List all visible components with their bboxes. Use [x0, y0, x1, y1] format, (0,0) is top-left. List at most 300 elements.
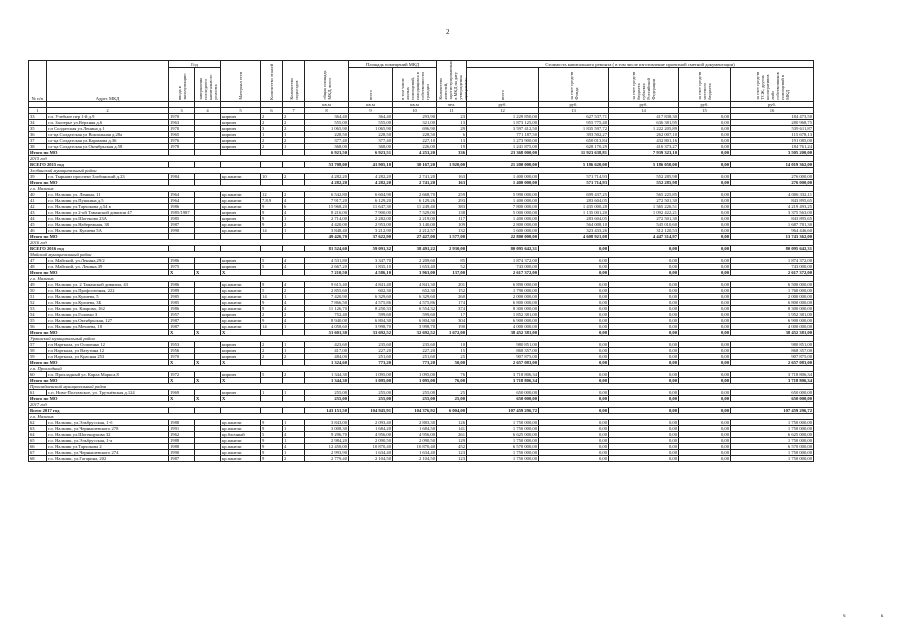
- table-cell: 58: [29, 347, 47, 353]
- table-cell: 1 952 381,00: [731, 311, 814, 317]
- table-cell: 9: [261, 419, 283, 425]
- table-cell: 0,00: [679, 359, 731, 365]
- table-cell: 251,60: [349, 353, 393, 359]
- table-cell: 377,40: [349, 137, 393, 143]
- subtotal-label: Итого по МО: [29, 233, 169, 239]
- table-cell: 259: [437, 191, 467, 197]
- table-cell: 955 775,40: [539, 119, 609, 125]
- table-cell: 235,60: [349, 341, 393, 347]
- table-cell: 227,10: [393, 137, 437, 143]
- table-cell: 0,00: [679, 191, 731, 197]
- table-cell: 2 657 083,00: [731, 359, 814, 365]
- table-cell: кр.панели: [221, 191, 261, 197]
- table-cell: 1 634,40: [349, 449, 393, 455]
- table-cell: 6 625 000,00: [467, 431, 539, 437]
- table-cell: кирпич: [221, 263, 261, 269]
- table-cell: 107 459 296,72: [467, 407, 539, 413]
- table-cell: 0,00: [609, 419, 679, 425]
- table-cell: 1964: [169, 191, 195, 197]
- table-cell: 4 000 000,00: [731, 323, 814, 329]
- table-cell: г.п. Заозерье ул.Верхняя д.6: [47, 119, 169, 125]
- table-cell: 190: [437, 323, 467, 329]
- table-cell: кирпич: [221, 371, 261, 377]
- table-cell: 14 019 362,00: [731, 161, 814, 167]
- table-cell: 773,20: [393, 359, 437, 365]
- column-number: 4: [195, 107, 221, 113]
- table-cell: 6: [437, 131, 467, 137]
- table-cell: 0,00: [609, 347, 679, 353]
- table-cell: 35: [29, 125, 47, 131]
- table-cell: 432 801,16: [609, 137, 679, 143]
- table-cell: 25,00: [437, 395, 467, 401]
- table-cell: 7 900,00: [349, 209, 393, 215]
- table-cell: 104 376,92: [393, 407, 437, 413]
- table-cell: 423,60: [305, 341, 349, 347]
- table-cell: 2: [283, 221, 305, 227]
- corner-mark: к: [881, 614, 884, 619]
- table-cell: 2 800 000,00: [467, 221, 539, 227]
- section-label: г.о. Нальчик: [29, 275, 814, 281]
- table-cell: 54: [29, 311, 47, 317]
- table-cell: 0,00: [679, 161, 731, 167]
- table-cell: 0,00: [679, 131, 731, 137]
- table-cell: 1965: [169, 131, 195, 137]
- header-entrances: Количество подъездов: [283, 61, 305, 102]
- table-cell: 11 923 638,81: [539, 149, 609, 155]
- table-cell: 0,00: [679, 299, 731, 305]
- table-cell: 17: [437, 311, 467, 317]
- header-cost-owners: за счет средств ТСЖ, других кооперативов либо собственников помещений в МКД: [731, 67, 814, 101]
- table-cell: 3 718 806,34: [731, 377, 814, 383]
- table-cell: 0,00: [539, 287, 609, 293]
- table-cell: 0,00: [679, 137, 731, 143]
- table-cell: 5 186 050,00: [609, 161, 679, 167]
- table-cell: 1 241 875,00: [467, 143, 539, 149]
- table-cell: г.о. Нальчик, ул.Эльбрусская, 1-а: [47, 437, 169, 443]
- table-cell: 7,8,9: [261, 197, 283, 203]
- table-cell: 1: [283, 293, 305, 299]
- table-cell: 7 917,20: [305, 197, 349, 203]
- table-cell: г.о. Нальчик ул.Шогенова 23А: [47, 215, 169, 221]
- table-cell: 2 000 000,00: [467, 293, 539, 299]
- table-cell: кр.панели: [221, 293, 261, 299]
- table-cell: 1: [283, 323, 305, 329]
- table-cell: кирпич: [221, 353, 261, 359]
- table-cell: 0,00: [539, 449, 609, 455]
- subtotal-label: Итого по МО: [29, 269, 169, 275]
- table-cell: 45: [29, 221, 47, 227]
- header-address: Адрес МКД: [47, 61, 169, 102]
- table-cell: 1990: [169, 449, 195, 455]
- header-total-area: общая площадь МКД, всего: [305, 61, 349, 102]
- table-cell: 293,90: [393, 113, 437, 119]
- section-label: г.о. Нальчик: [29, 413, 814, 419]
- table-cell: 4 219 493,25: [731, 203, 814, 209]
- table-cell: 1: [283, 341, 305, 347]
- table-cell: 0,00: [539, 269, 609, 275]
- table-cell: 0,00: [679, 377, 731, 383]
- header-area-residential: в том числе жилых помещений, находящихся в собственности граждан: [393, 67, 437, 101]
- table-cell: 696,90: [393, 125, 437, 131]
- table-cell: 383: [437, 203, 467, 209]
- subtotal-label: Итого по МО: [29, 149, 169, 155]
- table-cell: 1 684,20: [349, 425, 393, 431]
- column-number: 16: [731, 107, 814, 113]
- table-cell: 1 750 000,00: [731, 449, 814, 455]
- column-number: 14: [609, 107, 679, 113]
- table-cell: 771 187,50: [467, 131, 539, 137]
- table-cell: 6 004,00: [437, 407, 467, 413]
- table-cell: 63: [29, 425, 47, 431]
- table-cell: 0,00: [679, 233, 731, 239]
- table-cell: 6 554,32: [393, 305, 437, 311]
- table-cell: 8 300 000,00: [731, 305, 814, 311]
- table-cell: 6 923,51: [349, 149, 393, 155]
- table-cell: 33 692,52: [349, 329, 393, 335]
- table-cell: кирпич: [221, 113, 261, 119]
- table-cell: кирпич: [221, 347, 261, 353]
- table-cell: 4 575,86: [349, 299, 393, 305]
- table-cell: кр.панели: [221, 227, 261, 233]
- table-cell: 2 668,70: [393, 191, 437, 197]
- section-label: 2015 год: [29, 155, 814, 161]
- table-cell: кирпич: [221, 209, 261, 215]
- section-label: Майский муниципальный район: [29, 251, 814, 257]
- table-cell: 0,00: [609, 293, 679, 299]
- table-cell: г.п. Учебное пер 1-й д.9: [47, 113, 169, 119]
- table-cell: 49: [29, 281, 47, 287]
- subtotal-label: Итого по МО: [29, 359, 169, 365]
- table-cell: 2 883,30: [393, 419, 437, 425]
- table-cell: 57: [29, 341, 47, 347]
- table-cell: 1 874 372,00: [731, 257, 814, 263]
- table-cell: 0,00: [679, 281, 731, 287]
- table-cell: 38 452 381,00: [467, 329, 539, 335]
- table-cell: 452: [437, 443, 467, 449]
- table-cell: г.о. Нальчик ул.Кулиева, 3Б: [47, 299, 169, 305]
- table-cell: 7 420,90: [305, 293, 349, 299]
- table-cell: 1 750 000,00: [731, 437, 814, 443]
- table-cell: г.о. Нальчик ул.Мечиева, 10: [47, 323, 169, 329]
- table-cell: 40: [29, 191, 47, 197]
- table-cell: 11 647,30: [349, 203, 393, 209]
- table-cell: 0,00: [539, 455, 609, 461]
- table-cell: 5 186 620,00: [539, 161, 609, 167]
- table-cell: 53 708,00: [305, 161, 349, 167]
- table-cell: с.п. Ново-Полтавское, ул. Трутнёвская д.124: [47, 389, 169, 395]
- table-cell: 0,00: [609, 341, 679, 347]
- table-cell: 0,00: [539, 425, 609, 431]
- table-cell: 0,00: [609, 359, 679, 365]
- table-cell: г.п. Майский, ул.Ленина,29/2: [47, 257, 169, 263]
- table-cell: 48: [29, 263, 47, 269]
- table-cell: 65: [29, 437, 47, 443]
- table-cell: 843 895,65: [731, 197, 814, 203]
- table-cell: 7 529,00: [393, 209, 437, 215]
- table-cell: 52: [437, 263, 467, 269]
- unit-rub: руб.: [731, 101, 814, 107]
- table-cell: 2 617 372,00: [731, 269, 814, 275]
- table-cell: кр.блочный: [221, 431, 261, 437]
- table-cell: 5 990 000,00: [467, 191, 539, 197]
- table-cell: 1 653,40: [393, 263, 437, 269]
- table-cell: 602,30: [349, 287, 393, 293]
- table-cell: 0,00: [539, 353, 609, 359]
- table-cell: 1986: [169, 257, 195, 263]
- table-cell: 743 000,00: [731, 263, 814, 269]
- subtotal-label: Итого по МО: [29, 179, 169, 185]
- table-cell: 50: [29, 287, 47, 293]
- table-cell: 0,00: [609, 437, 679, 443]
- table-cell: 255,00: [393, 389, 437, 395]
- overhaul-program-table: [28, 60, 814, 462]
- table-cell: 0,00: [679, 353, 731, 359]
- table-cell: 1 672,00: [437, 329, 467, 335]
- table-cell: 2 657 083,00: [467, 359, 539, 365]
- table-cell: 50,00: [437, 359, 467, 365]
- table-cell: 260: [437, 293, 467, 299]
- table-cell: 272 501,30: [609, 215, 679, 221]
- table-cell: 42: [29, 203, 47, 209]
- table-cell: 1970: [169, 353, 195, 359]
- table-cell: 1970: [169, 113, 195, 119]
- table-cell: X: [221, 359, 261, 365]
- table-cell: 1 634,40: [393, 449, 437, 455]
- table-cell: 6 625 000,00: [731, 431, 814, 437]
- table-cell: 964 446,60: [731, 227, 814, 233]
- table-cell: 2 000 000,00: [731, 293, 814, 299]
- table-cell: 6 129,26: [393, 197, 437, 203]
- table-cell: 5: [261, 263, 283, 269]
- table-cell: г.о. Нальчик ул. Ленина, 11: [47, 191, 169, 197]
- unit-sqm: кв.м: [349, 101, 393, 107]
- table-cell: 2 282,00: [349, 215, 393, 221]
- table-cell: 0,00: [539, 329, 609, 335]
- corner-mark: ч: [843, 614, 846, 619]
- table-cell: 3 718 806,34: [467, 377, 539, 383]
- section-label: 2016 год: [29, 239, 814, 245]
- table-cell: 1 400 000,00: [467, 215, 539, 221]
- column-number: 11: [437, 107, 467, 113]
- table-cell: 3: [261, 125, 283, 131]
- table-cell: 0,00: [609, 323, 679, 329]
- table-cell: 2 930,00: [437, 245, 467, 251]
- table-cell: г.о. Нальчик ул.Пушкина д.5: [47, 197, 169, 203]
- table-row: [29, 455, 814, 461]
- table-cell: 0,00: [679, 347, 731, 353]
- table-cell: 6 570 000,00: [731, 443, 814, 449]
- table-cell: 6 800 000,00: [467, 299, 539, 305]
- table-cell: 5: [261, 287, 283, 293]
- table-cell: 0,00: [679, 245, 731, 251]
- table-cell: 699 437,25: [539, 191, 609, 197]
- table-cell: 4: [283, 209, 305, 215]
- table-cell: 2 741,20: [393, 173, 437, 179]
- table-cell: 907 875,00: [467, 353, 539, 359]
- table-cell: 417 838,30: [609, 113, 679, 119]
- table-cell: 650 000,00: [467, 389, 539, 395]
- table-cell: 4: [283, 263, 305, 269]
- table-cell: 1 750 000,00: [467, 449, 539, 455]
- table-cell: X: [169, 377, 195, 383]
- table-cell: г.о. Нальчик, ул.Эльбрусская, 1-б: [47, 419, 169, 425]
- table-cell: 377,40: [305, 137, 349, 143]
- table-cell: 2: [261, 143, 283, 149]
- table-cell: 1987: [169, 455, 195, 461]
- table-cell: 628 170,29: [539, 143, 609, 149]
- table-cell: 2 667,20: [305, 263, 349, 269]
- subtotal-label: Итого по МО: [29, 329, 169, 335]
- table-cell: 0,00: [539, 419, 609, 425]
- table-cell: 163: [437, 179, 467, 185]
- table-cell: 0,00: [679, 263, 731, 269]
- column-number: 1: [29, 107, 47, 113]
- table-cell: 4: [283, 257, 305, 263]
- table-cell: 1 835 597,72: [539, 125, 609, 131]
- table-cell: X: [169, 395, 195, 401]
- table-cell: 15: [437, 347, 467, 353]
- table-cell: г.о. Нальчик ул.Шогенцукова 32: [47, 431, 169, 437]
- table-cell: г.о. Нальчик ул.Тарчокова 2: [47, 443, 169, 449]
- table-body: [29, 107, 814, 461]
- table-cell: 4 420,00: [305, 221, 349, 227]
- table-cell: кирпич: [221, 389, 261, 395]
- header-year-built: ввода в эксплуатацию: [169, 67, 195, 101]
- subtotal-label: Всего 2017 год: [29, 407, 169, 413]
- table-cell: 6: [283, 203, 305, 209]
- table-cell: 2 714,00: [305, 215, 349, 221]
- table-cell: 12: [261, 191, 283, 197]
- table-cell: 7 800 000,00: [467, 203, 539, 209]
- table-cell: кр.панели: [221, 299, 261, 305]
- table-cell: 68: [29, 455, 47, 461]
- table-cell: 126: [437, 419, 467, 425]
- table-cell: 3 718 806,34: [731, 371, 814, 377]
- header-year-overhaul: завершения последнего капитального ремонта: [195, 67, 221, 101]
- table-cell: 0,00: [539, 389, 609, 395]
- table-cell: 2 953,00: [349, 221, 393, 227]
- table-cell: 67: [29, 449, 47, 455]
- table-cell: г.п. Тырнаиз проспект Злобинский д.23: [47, 173, 169, 179]
- table-cell: кирпич: [221, 137, 261, 143]
- table-cell: 0,00: [679, 395, 731, 401]
- table-cell: 0,00: [609, 257, 679, 263]
- table-cell: 6 129,20: [349, 197, 393, 203]
- table-cell: 51 601,30: [305, 329, 349, 335]
- table-cell: 368,00: [349, 143, 393, 149]
- table-cell: 2 090,50: [349, 437, 393, 443]
- table-cell: кирпич: [221, 311, 261, 317]
- table-cell: 2: [283, 311, 305, 317]
- table-cell: 280 968,75: [731, 119, 814, 125]
- table-cell: 2: [261, 119, 283, 125]
- table-cell: 228,50: [349, 131, 393, 137]
- table-cell: 1988: [169, 419, 195, 425]
- table-cell: кр.панели: [221, 197, 261, 203]
- table-cell: г.о. Нальчик ул. Киарова, 162: [47, 305, 169, 311]
- table-cell: 0,00: [609, 395, 679, 401]
- table-cell: 0,00: [679, 221, 731, 227]
- table-cell: 129: [437, 437, 467, 443]
- table-cell: 4 282,20: [305, 179, 349, 185]
- table-cell: 201: [437, 281, 467, 287]
- table-cell: 123: [437, 449, 467, 455]
- table-cell: 599,60: [393, 311, 437, 317]
- table-cell: 14: [261, 227, 283, 233]
- table-cell: 0,00: [679, 371, 731, 377]
- header-cost-local: за счет средств местного бюджета: [679, 67, 731, 101]
- table-cell: 9: [261, 317, 283, 323]
- table-cell: 1 344,30: [305, 377, 349, 383]
- table-cell: 1 874 372,00: [467, 257, 539, 263]
- table-cell: кирпич: [221, 341, 261, 347]
- table-cell: 3 843,00: [305, 419, 349, 425]
- table-cell: 38: [29, 143, 47, 149]
- table-cell: 980 851,00: [467, 341, 539, 347]
- section-label: Урванский муниципальный район: [29, 335, 814, 341]
- table-cell: 1: [283, 389, 305, 395]
- table-cell: 0,00: [539, 371, 609, 377]
- table-cell: 9: [261, 281, 283, 287]
- header-cost-fund: за счет средств Фонда: [539, 67, 609, 101]
- header-area-all: всего: [349, 67, 393, 101]
- unit-people: чел.: [437, 101, 467, 107]
- table-cell: 0,00: [679, 293, 731, 299]
- table-cell: 4 956,00: [393, 431, 437, 437]
- table-cell: 0,00: [609, 455, 679, 461]
- table-cell: 0,00: [609, 377, 679, 383]
- table-cell: 1984: [169, 173, 195, 179]
- table-cell: 312 120,53: [609, 227, 679, 233]
- table-cell: г.п. Майский, ул. Ленина,39: [47, 263, 169, 269]
- table-cell: 0,00: [679, 407, 731, 413]
- table-cell: 1986: [169, 305, 195, 311]
- table-cell: кр.панели: [221, 419, 261, 425]
- table-cell: г.о. Нальчик ул. 2 Таманской дивизии, 43: [47, 281, 169, 287]
- table-cell: г.о. Нальчик ул.Тарчокова д.54 в: [47, 203, 169, 209]
- table-cell: 5: [261, 257, 283, 263]
- table-cell: 1 222 205,89: [609, 125, 679, 131]
- table-cell: 3 212,90: [349, 227, 393, 233]
- table-cell: 2 779,40: [305, 455, 349, 461]
- table-cell: 1: [261, 131, 283, 137]
- table-cell: 80 095 642,31: [731, 245, 814, 251]
- table-cell: 163: [437, 173, 467, 179]
- table-cell: 0,00: [679, 317, 731, 323]
- table-cell: 15 968,20: [305, 203, 349, 209]
- unit-rub: руб.: [679, 101, 731, 107]
- table-cell: кр.панели: [221, 221, 261, 227]
- table-cell: кр.панели: [221, 323, 261, 329]
- table-cell: 1 092 422,21: [609, 209, 679, 215]
- table-cell: 11 249,40: [393, 203, 437, 209]
- table-cell: 2 104,50: [349, 455, 393, 461]
- table-cell: 1962: [169, 431, 195, 437]
- table-cell: 743 000,00: [467, 263, 539, 269]
- page-number: 2: [446, 28, 450, 36]
- table-cell: 9: [261, 425, 283, 431]
- table-cell: 0,00: [609, 287, 679, 293]
- table-cell: 85: [437, 257, 467, 263]
- table-cell: 0,00: [539, 431, 609, 437]
- table-cell: 0,00: [679, 257, 731, 263]
- table-cell: 4 531,80: [305, 257, 349, 263]
- table-cell: 228,50: [305, 131, 349, 137]
- table-cell: кр.панели: [221, 449, 261, 455]
- subtotal-label: Итого по МО: [29, 395, 169, 401]
- table-cell: г.о. Нальчик ул 2-ой Таманской дивизии 47: [47, 209, 169, 215]
- table-cell: 184 473,50: [731, 113, 814, 119]
